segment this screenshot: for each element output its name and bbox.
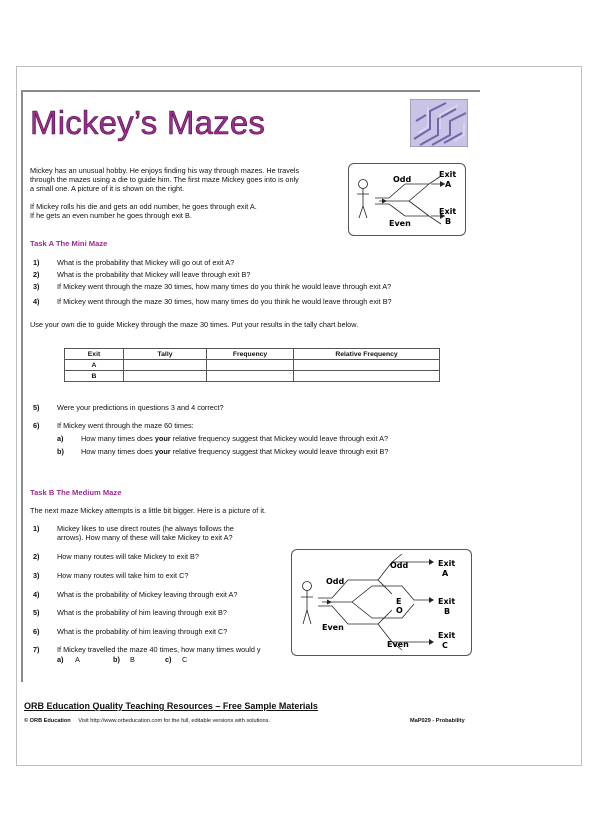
copyright-text: © ORB Education	[24, 718, 71, 724]
question-number: 5)	[33, 403, 40, 412]
mickey-figure-icon	[301, 582, 313, 625]
medium-maze-diagram	[291, 549, 472, 656]
table-cell[interactable]	[124, 371, 207, 382]
exit-c-label: Exit	[438, 631, 456, 640]
header-exit: Exit	[65, 349, 124, 360]
footer-visit-text: Visit http://www.orbeducation.com for the full, editable versions with solutions.	[78, 718, 270, 724]
even-label: Even	[322, 623, 344, 632]
question-number: 2)	[33, 270, 40, 279]
mickey-figure-icon	[357, 180, 369, 219]
table-cell: B	[65, 371, 124, 382]
exit-a-letter: A	[445, 180, 452, 189]
exit-c-letter: C	[442, 641, 448, 650]
task-b-heading: Task B The Medium Maze	[30, 488, 122, 497]
table-cell[interactable]	[294, 360, 440, 371]
table-cell: A	[65, 360, 124, 371]
odd-label: Odd	[393, 175, 412, 184]
intro-line-1: Mickey has an unusual hobby. He enjoys finding his way through mazes. He travels	[30, 166, 300, 175]
even-label: Even	[387, 640, 409, 649]
intro-line-4: If Mickey rolls his die and gets an odd number, he goes through exit A.	[30, 202, 257, 211]
sub-question-label: a)	[57, 434, 64, 443]
even-letter: E	[396, 597, 402, 606]
table-cell[interactable]	[124, 360, 207, 371]
question-text: What is the probability of him leaving through exit C?	[57, 627, 228, 636]
footer-copyright	[24, 718, 270, 724]
question-number: 1)	[33, 524, 40, 533]
odd-letter: O	[396, 606, 403, 615]
question-number: 6)	[33, 421, 40, 430]
sub-question-text: C	[182, 655, 188, 664]
footer-title: ORB Education Quality Teaching Resources – Free Sample Materials	[24, 701, 318, 711]
intro-line-3: a small one. A picture of it is shown on the right.	[30, 184, 185, 193]
sub-question-text: B	[130, 655, 135, 664]
sub-question-label: a)	[57, 655, 64, 664]
question-text: Were your predictions in questions 3 and 4 correct?	[57, 403, 224, 412]
question-text: What is the probability that Mickey will go out of exit A?	[57, 258, 235, 267]
sub-question-text: How many times does your relative frequency suggest that Mickey would leave through exit A?	[81, 434, 389, 443]
question-text: If Mickey travelled the maze 40 times, how many times would y	[57, 645, 261, 654]
table-cell[interactable]	[207, 360, 294, 371]
question-text: How many routes will take him to exit C?	[57, 571, 189, 580]
exit-a-label: Exit	[439, 170, 457, 179]
question-number: 6)	[33, 627, 40, 636]
exit-a-label: Exit	[438, 559, 456, 568]
tally-chart	[64, 348, 440, 382]
header-frequency: Frequency	[207, 349, 294, 360]
header-relative-frequency: Relative Frequency	[294, 349, 440, 360]
sub-question-label: b)	[57, 447, 64, 456]
question-text: What is the probability of Mickey leaving through exit A?	[57, 590, 238, 599]
question-number: 3)	[33, 282, 40, 291]
header-tally: Tally	[124, 349, 207, 360]
odd-label: Odd	[390, 561, 409, 570]
question-text: What is the probability that Mickey will leave through exit B?	[57, 270, 251, 279]
maze-picture-icon	[410, 99, 468, 147]
even-label: Even	[389, 219, 411, 228]
odd-label: Odd	[326, 577, 345, 586]
exit-a-letter: A	[442, 569, 449, 578]
question-number: 7)	[33, 645, 40, 654]
table-cell[interactable]	[207, 371, 294, 382]
task-a-instruction: Use your own die to guide Mickey through the maze 30 times. Put your results in the tally chart below.	[30, 320, 359, 329]
question-text: If Mickey went through the maze 60 times:	[57, 421, 194, 430]
question-text: How many routes will take Mickey to exit B?	[57, 552, 199, 561]
sub-question-label: b)	[113, 655, 120, 664]
question-number: 1)	[33, 258, 40, 267]
question-text: What is the probability of him leaving through exit B?	[57, 608, 227, 617]
intro-line-2: through the mazes using a die to guide him. The first maze Mickey goes into is only	[30, 175, 299, 184]
table-row	[65, 371, 440, 382]
question-number: 4)	[33, 590, 40, 599]
question-text-line: arrows). How many of these will take Mickey to exit A?	[57, 533, 233, 542]
question-number: 3)	[33, 571, 40, 580]
intro-line-5: If he gets an even number he goes through exit B.	[30, 211, 192, 220]
exit-b-letter: B	[444, 607, 451, 616]
exit-b-label: Exit	[438, 597, 456, 606]
task-a-heading: Task A The Mini Maze	[30, 239, 108, 248]
question-text-line: Mickey likes to use direct routes (he always follows the	[57, 524, 234, 533]
question-number: 4)	[33, 297, 40, 306]
question-text: If Mickey went through the maze 30 times, how many times do you think he would leave through exit A?	[57, 282, 392, 291]
question-text: If Mickey went through the maze 30 times, how many times do you think he would leave through exit B?	[57, 297, 392, 306]
question-number: 2)	[33, 552, 40, 561]
mini-maze-diagram	[348, 163, 466, 236]
task-b-intro: The next maze Mickey attempts is a little bit bigger. Here is a picture of it.	[30, 506, 267, 515]
table-cell[interactable]	[294, 371, 440, 382]
exit-b-label: Exit	[439, 207, 457, 216]
sub-question-text: A	[75, 655, 80, 664]
exit-b-letter: B	[445, 217, 452, 226]
resource-code: MaP029 - Probability	[410, 718, 465, 724]
sub-question-text: How many times does your relative frequency suggest that Mickey would leave through exit B?	[81, 447, 389, 456]
sub-question-label: c)	[165, 655, 172, 664]
question-number: 5)	[33, 608, 40, 617]
page-title: Mickey’s Mazes	[30, 104, 266, 141]
table-row	[65, 360, 440, 371]
